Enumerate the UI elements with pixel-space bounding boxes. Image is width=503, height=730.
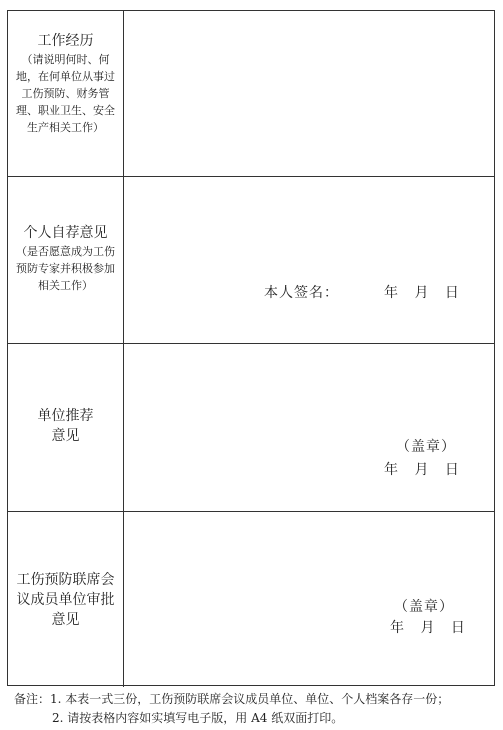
work-history-note: （请说明何时、何地，在何单位从事过工伤预防、财务管理、职业卫生、安全生产相关工作） [16, 53, 115, 134]
self-recommendation-content-cell[interactable] [124, 177, 494, 343]
self-recommendation-date: 年 月 日 [384, 285, 460, 301]
member-unit-review-title-line2: 议成员单位审批 [16, 592, 115, 608]
unit-recommendation-content-cell[interactable] [124, 344, 494, 511]
member-unit-review-content-cell[interactable] [124, 512, 494, 687]
self-recommendation-row [8, 176, 494, 343]
unit-recommendation-date: 年 月 日 [384, 462, 460, 478]
self-recommendation-title: 个人自荐意见 [23, 225, 108, 241]
member-unit-review-date: 年 月 日 [390, 620, 466, 636]
unit-recommendation-title-line2: 意见 [51, 428, 80, 444]
signature-label: 本人签名： [264, 285, 339, 301]
unit-stamp-label: （盖章） [396, 439, 456, 455]
unit-recommendation-label-cell [8, 344, 124, 511]
work-history-row [8, 11, 494, 176]
member-unit-review-label-cell [8, 512, 124, 687]
member-unit-stamp-label: （盖章） [394, 599, 454, 615]
remarks [14, 690, 449, 728]
self-recommendation-note: （是否愿意成为工伤预防专家并积极参加相关工作） [16, 245, 115, 292]
member-unit-review-row [8, 511, 494, 687]
work-history-label-cell [8, 11, 124, 176]
work-history-content-cell[interactable] [124, 11, 494, 176]
unit-recommendation-row [8, 343, 494, 511]
self-recommendation-label-cell [8, 177, 124, 343]
remarks-line-2: 2. 请按表格内容如实填写电子版，用 A4 纸双面打印。 [52, 711, 344, 725]
member-unit-review-title-line1: 工伤预防联席会 [16, 572, 115, 588]
unit-recommendation-title-line1: 单位推荐 [37, 408, 94, 424]
work-history-title: 工作经历 [37, 33, 94, 49]
remarks-line-1: 备注：1. 本表一式三份，工伤预防联席会议成员单位、单位、个人档案各存一份； [14, 692, 450, 706]
member-unit-review-title-line3: 意见 [51, 612, 80, 628]
application-form-table [7, 10, 495, 686]
